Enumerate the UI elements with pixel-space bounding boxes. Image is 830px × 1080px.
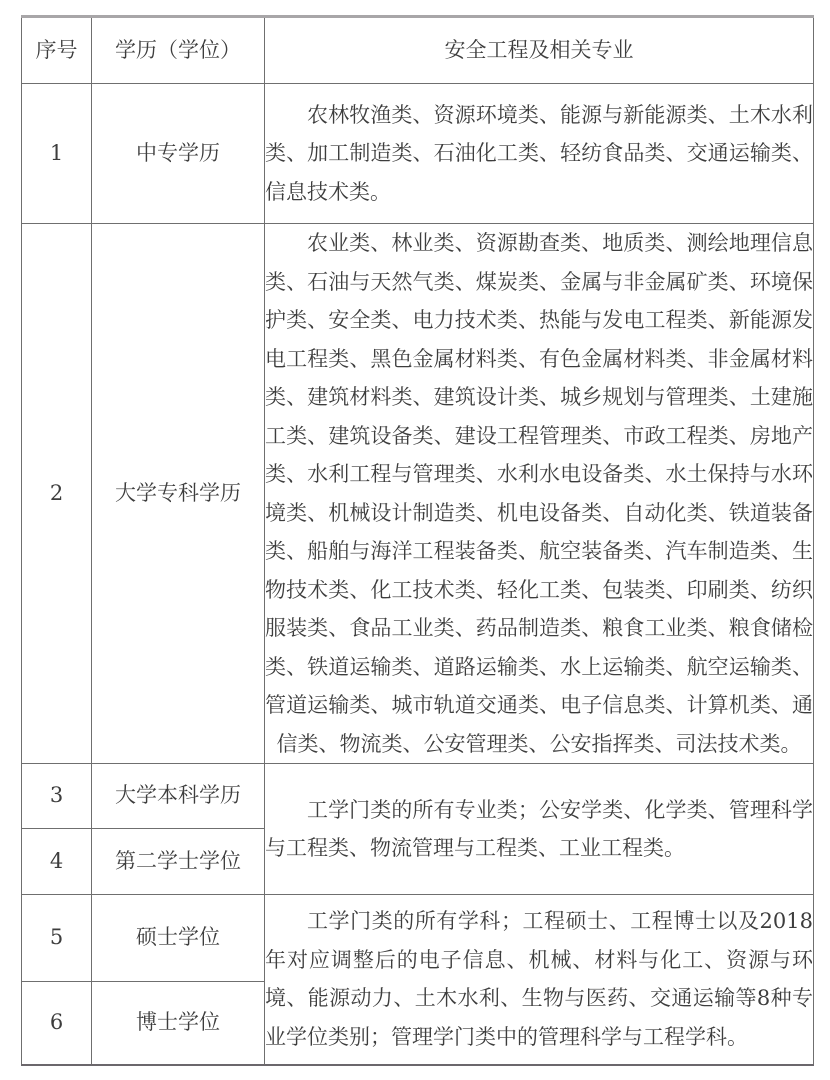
table-row-3 [22,764,814,829]
row-1-degree: 中专学历 [92,84,265,224]
rows-3-4-majors: 工学门类的所有专业类；公安学类、化学类、管理科学与工程类、物流管理与工程类、工业工程类。 [265,764,814,895]
header-majors: 安全工程及相关专业 [265,17,814,84]
row-4-degree: 第二学士学位 [92,829,265,895]
row-1-no: 1 [22,84,92,224]
row-6-degree: 博士学位 [92,982,265,1065]
row-6-no: 6 [22,982,92,1065]
row-3-degree: 大学本科学历 [92,764,265,829]
row-3-no: 3 [22,764,92,829]
row-4-no: 4 [22,829,92,895]
table-row-5 [22,895,814,982]
rows-5-6-majors: 工学门类的所有学科；工程硕士、工程博士以及2018年对应调整后的电子信息、机械、材料与化工、资源与环境、能源动力、土木水利、生物与医药、交通运输等8种专业学位类别；管理学门类中的管理科学与工程学科。 [265,895,814,1065]
header-no: 序号 [22,17,92,84]
row-2-majors: 农业类、林业类、资源勘查类、地质类、测绘地理信息类、石油与天然气类、煤炭类、金属与非金属矿类、环境保护类、安全类、电力技术类、热能与发电工程类、新能源发电工程类、黑色金属材料类、有色金属材料类、非金属材料类、建筑材料类、建筑设计类、城乡规划与管理类、土建施工类、建筑设备类、建设工程管理类、市政工程类、房地产类、水利工程与管理类、水利水电设备类、水土保持与水环境类、机械设计制造类、机电设备类、自动化类、铁道装备类、船舶与海洋工程装备类、航空装备类、汽车制造类、生物技术类、化工技术类、轻化工类、包装类、印刷类、纺织服装类、食品工业类、药品制造类、粮食工业类、粮食储检类、铁道运输类、道路运输类、水上运输类、航空运输类、管道运输类、城市轨道交通类、电子信息类、计算机类、通信类、物流类、公安管理类、公安指挥类、司法技术类。 [265,224,814,764]
row-5-degree: 硕士学位 [92,895,265,982]
row-5-no: 5 [22,895,92,982]
header-degree: 学历（学位） [92,17,265,84]
degree-majors-table [21,15,814,1066]
table-row-1 [22,84,814,224]
table-row-2 [22,224,814,764]
row-2-no: 2 [22,224,92,764]
row-2-degree: 大学专科学历 [92,224,265,764]
row-1-majors: 农林牧渔类、资源环境类、能源与新能源类、土木水利类、加工制造类、石油化工类、轻纺食品类、交通运输类、信息技术类。 [265,84,814,224]
header-row [22,17,814,84]
